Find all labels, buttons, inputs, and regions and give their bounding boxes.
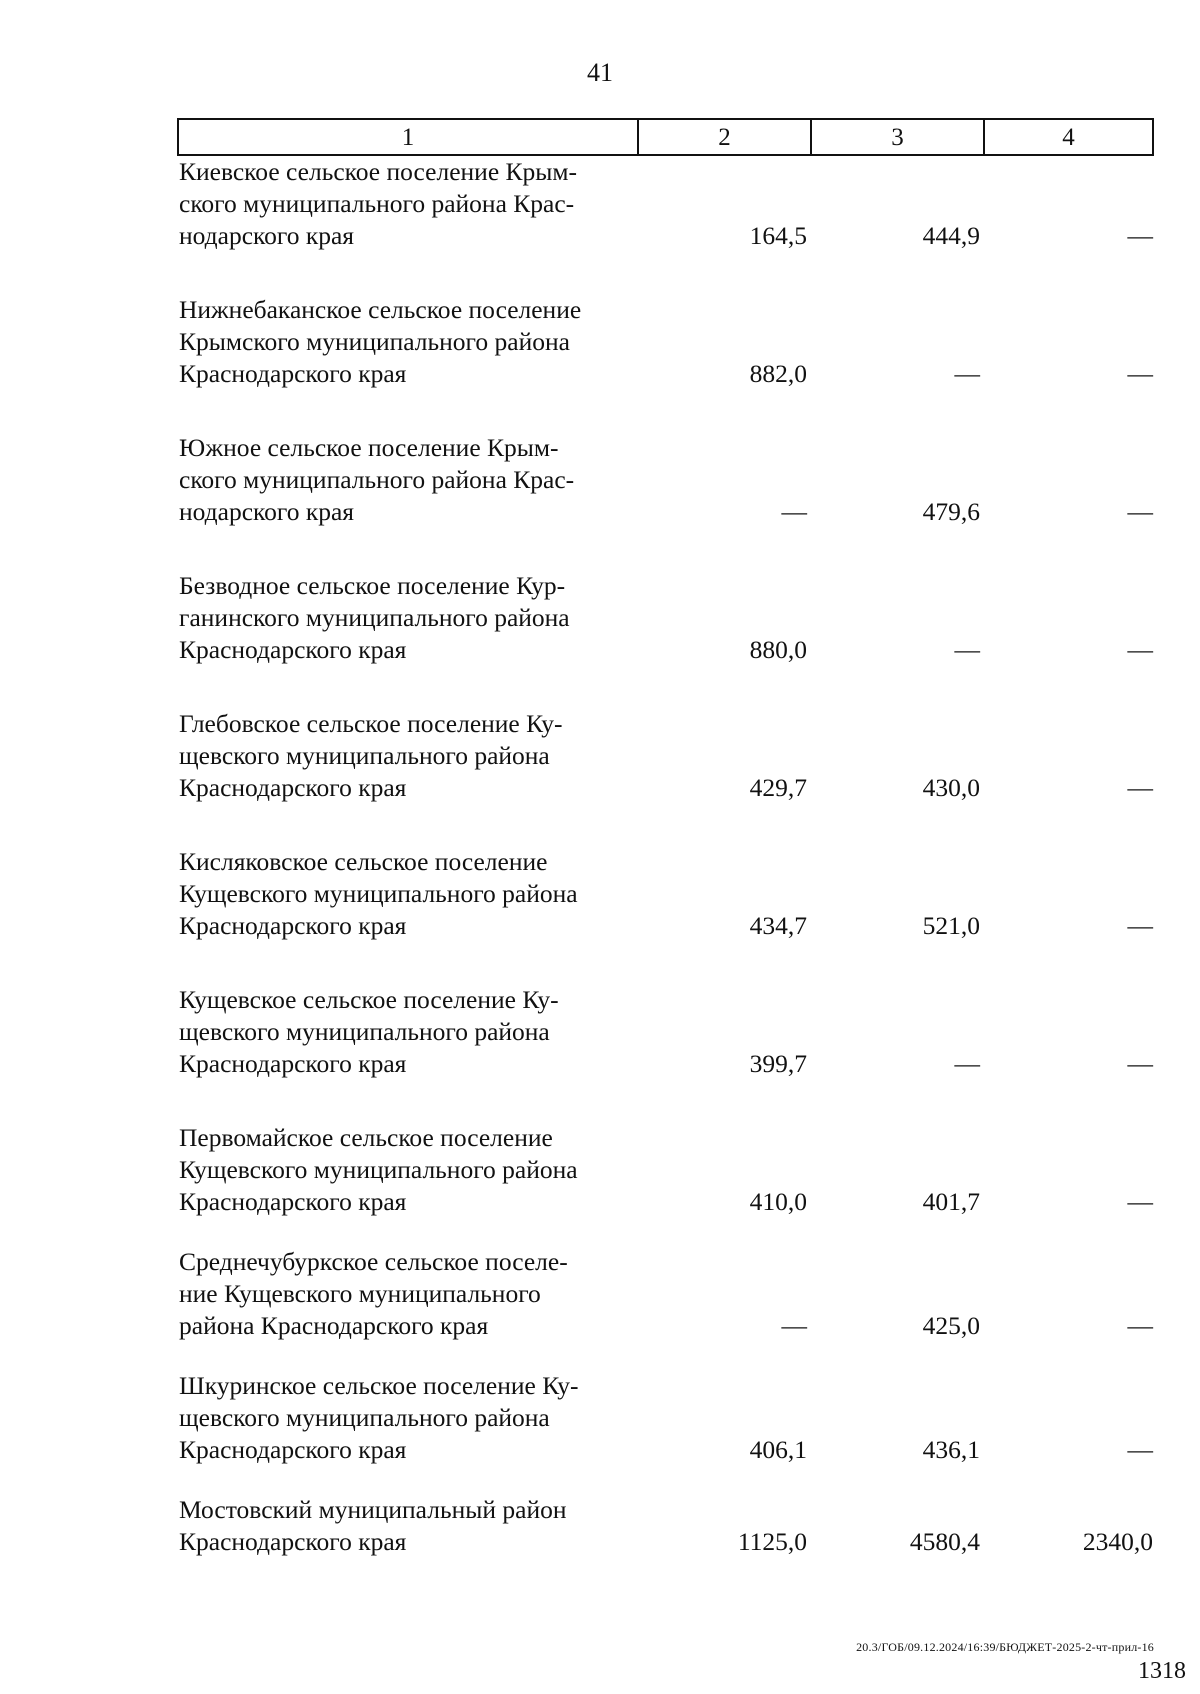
row-name: Среднечубуркское сельское поселе- ние Кущевского муниципального района Краснодарского края: [179, 1247, 568, 1340]
row-value-col-4: —: [1127, 359, 1153, 388]
row-value-col-2: 880,0: [749, 635, 807, 664]
row-value-col-2: 429,7: [749, 773, 807, 802]
header-col-3: 3: [812, 120, 985, 154]
header-col-1: 1: [179, 120, 639, 154]
page-number: 41: [587, 58, 613, 87]
row-value-col-4: —: [1127, 635, 1153, 664]
row-name: Глебовское сельское поселение Ку- щевского муниципального района Краснодарского края: [179, 709, 563, 802]
row-name: Нижнебаканское сельское поселение Крымского муниципального района Краснодарского края: [179, 295, 582, 388]
row-value-col-3: 479,6: [922, 497, 980, 526]
row-value-col-3: —: [954, 635, 980, 664]
row-value-col-4: —: [1127, 1435, 1153, 1464]
row-name: Кисляковское сельское поселение Кущевского муниципального района Краснодарского края: [179, 847, 578, 940]
row-name: Безводное сельское поселение Кур- ганинского муниципального района Краснодарского края: [179, 571, 570, 664]
row-name: Первомайское сельское поселение Кущевского муниципального района Краснодарского края: [179, 1123, 578, 1216]
row-value-col-2: 434,7: [749, 911, 807, 940]
row-value-col-4: —: [1127, 1049, 1153, 1078]
row-value-col-3: —: [954, 1049, 980, 1078]
row-name: Мостовский муниципальный район Краснодарского края: [179, 1495, 567, 1556]
row-value-col-4: 2340,0: [1082, 1527, 1153, 1556]
row-value-col-2: 399,7: [749, 1049, 807, 1078]
row-value-col-4: —: [1127, 773, 1153, 802]
row-value-col-4: —: [1127, 1187, 1153, 1216]
row-value-col-4: —: [1127, 221, 1153, 250]
row-value-col-4: —: [1127, 1311, 1153, 1340]
row-name: Шкуринское сельское поселение Ку- щевского муниципального района Краснодарского края: [179, 1371, 579, 1464]
row-value-col-2: 410,0: [749, 1187, 807, 1216]
row-value-col-3: —: [954, 359, 980, 388]
row-value-col-3: 521,0: [922, 911, 980, 940]
row-name: Киевское сельское поселение Крым- ского муниципального района Крас- нодарского края: [179, 157, 578, 250]
row-value-col-4: —: [1127, 497, 1153, 526]
footer-sheet-number: 1318: [1138, 1658, 1186, 1684]
row-value-col-3: 444,9: [922, 221, 980, 250]
row-value-col-3: 430,0: [922, 773, 980, 802]
row-name: Кущевское сельское поселение Ку- щевского муниципального района Краснодарского края: [179, 985, 559, 1078]
row-value-col-2: —: [781, 1311, 807, 1340]
row-value-col-2: 882,0: [749, 359, 807, 388]
footer-document-code: 20.3/ГОБ/09.12.2024/16:39/БЮДЖЕТ-2025-2-чт-прил-16: [856, 1640, 1154, 1654]
row-value-col-3: 401,7: [922, 1187, 980, 1216]
header-col-2: 2: [639, 120, 812, 154]
row-name: Южное сельское поселение Крым- ского муниципального района Крас- нодарского края: [179, 433, 575, 526]
row-value-col-4: —: [1127, 911, 1153, 940]
table-header: [177, 118, 1154, 156]
row-value-col-2: 406,1: [749, 1435, 807, 1464]
row-value-col-3: 4580,4: [909, 1527, 980, 1556]
row-value-col-3: 425,0: [922, 1311, 980, 1340]
row-value-col-2: —: [781, 497, 807, 526]
header-col-4: 4: [1062, 124, 1075, 151]
row-value-col-2: 164,5: [749, 221, 807, 250]
row-value-col-3: 436,1: [922, 1435, 980, 1464]
row-value-col-2: 1125,0: [737, 1527, 807, 1556]
